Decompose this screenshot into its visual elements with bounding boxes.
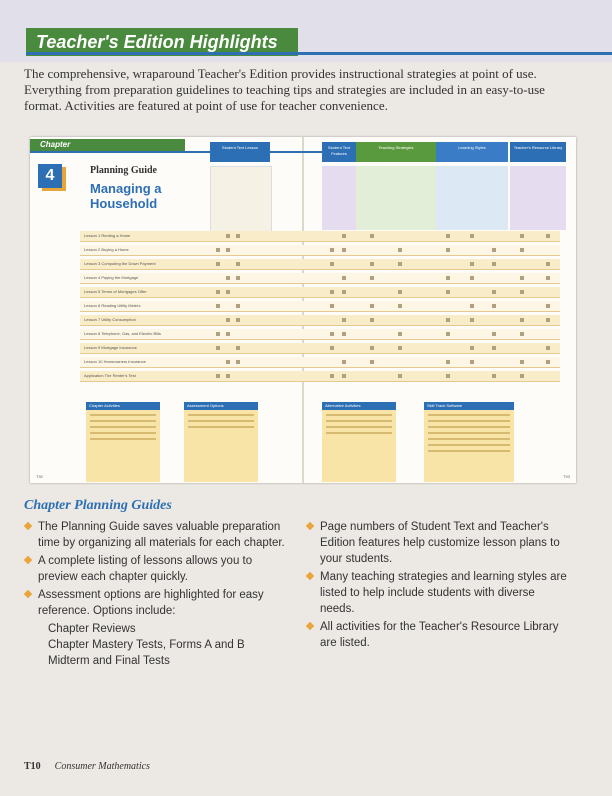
lesson-label: Lesson 8 Telephone, Gas, and Electric Bills: [84, 331, 161, 336]
table-cell-mark: [330, 248, 334, 252]
lesson-label: Lesson 2 Buying a Home: [84, 247, 129, 252]
activity-box-title: Assessment Options: [184, 402, 258, 410]
table-cell-mark: [370, 276, 374, 280]
table-row: [80, 273, 560, 284]
footer-page-number: T10: [24, 761, 41, 772]
lesson-label: Lesson 4 Paying the Mortgage: [84, 275, 139, 280]
right-page-number: T93: [563, 474, 570, 479]
colhead-learning-styles: Learning Styles: [436, 142, 508, 162]
activity-box-assessment-options: [184, 402, 258, 482]
planning-guide-spread-image: [30, 137, 576, 483]
table-row: [80, 371, 560, 382]
left-bullet-column: [24, 519, 289, 669]
table-cell-mark: [342, 332, 346, 336]
table-cell-mark: [520, 332, 524, 336]
chapter-tab: Chapter: [30, 139, 185, 151]
diamond-bullet-icon: [306, 522, 314, 530]
table-cell-mark: [492, 262, 496, 266]
table-cell-mark: [226, 234, 230, 238]
table-cell-mark: [226, 374, 230, 378]
sub-item: Chapter Mastery Tests, Forms A and B: [48, 639, 245, 651]
section-title: Chapter Planning Guides: [24, 498, 172, 513]
lesson-label: Lesson 7 Utility Consumption: [84, 317, 136, 322]
bullet-item: Assessment options are highlighted for easy reference. Options include:: [24, 587, 289, 619]
vertical-headers-library: [510, 166, 566, 230]
table-cell-mark: [546, 262, 550, 266]
activity-box-title: Alternative Activities: [322, 402, 396, 410]
lesson-label: Lesson 3 Computing the Down Payment: [84, 261, 156, 266]
table-cell-mark: [342, 318, 346, 322]
vertical-headers-features: [322, 166, 356, 230]
table-cell-mark: [216, 248, 220, 252]
table-row: [80, 301, 560, 312]
table-cell-mark: [492, 346, 496, 350]
table-cell-mark: [398, 248, 402, 252]
footer: [24, 761, 150, 772]
table-cell-mark: [236, 276, 240, 280]
page-header-title: Teacher's Edition Highlights: [26, 28, 298, 56]
table-cell-mark: [492, 332, 496, 336]
activity-box-title: Chapter Activities: [86, 402, 160, 410]
table-cell-mark: [216, 332, 220, 336]
table-cell-mark: [398, 304, 402, 308]
table-row: [80, 245, 560, 256]
table-cell-mark: [370, 318, 374, 322]
table-cell-mark: [520, 276, 524, 280]
table-cell-mark: [446, 318, 450, 322]
lesson-label: Lesson 6 Reading Utility Meters: [84, 303, 141, 308]
lesson-label: Lesson 10 Homeowners Insurance: [84, 359, 146, 364]
table-cell-mark: [446, 374, 450, 378]
sub-item: Midterm and Final Tests: [48, 655, 170, 667]
diamond-bullet-icon: [306, 572, 314, 580]
activity-box-skill-track-software: [424, 402, 514, 482]
table-cell-mark: [520, 360, 524, 364]
bullet-item: The Planning Guide saves valuable preparation time by organizing all materials for each chapter.: [24, 519, 289, 551]
table-cell-mark: [470, 276, 474, 280]
activity-box-title: Skill Track Software: [424, 402, 514, 410]
table-cell-mark: [236, 304, 240, 308]
table-cell-mark: [492, 290, 496, 294]
table-cell-mark: [370, 346, 374, 350]
left-page-number: T92: [36, 474, 43, 479]
table-cell-mark: [342, 276, 346, 280]
bullet-item: Many teaching strategies and learning styles are listed to help include students with diverse needs.: [306, 569, 571, 617]
table-cell-mark: [370, 262, 374, 266]
table-cell-mark: [226, 290, 230, 294]
table-cell-mark: [236, 318, 240, 322]
table-cell-mark: [236, 234, 240, 238]
table-cell-mark: [520, 318, 524, 322]
table-cell-mark: [398, 346, 402, 350]
table-cell-mark: [470, 318, 474, 322]
table-cell-mark: [520, 248, 524, 252]
table-cell-mark: [216, 262, 220, 266]
table-cell-mark: [446, 276, 450, 280]
table-cell-mark: [446, 290, 450, 294]
table-cell-mark: [546, 234, 550, 238]
planning-guide-label: Planning Guide: [90, 165, 157, 176]
table-row: [80, 231, 560, 242]
chapter-rule: [30, 151, 330, 153]
table-cell-mark: [216, 304, 220, 308]
table-cell-mark: [398, 374, 402, 378]
lesson-label: Lesson 9 Mortgage Insurance: [84, 345, 137, 350]
activity-box-chapter-activities: [86, 402, 160, 482]
diamond-bullet-icon: [306, 622, 314, 630]
chapter-title: Managing a Household: [90, 181, 162, 211]
table-cell-mark: [546, 318, 550, 322]
lesson-label: Lesson 5 Terms of Mortgages Offer: [84, 289, 147, 294]
table-cell-mark: [546, 276, 550, 280]
table-cell-mark: [546, 360, 550, 364]
table-row: [80, 357, 560, 368]
table-cell-mark: [398, 332, 402, 336]
table-cell-mark: [330, 332, 334, 336]
table-cell-mark: [226, 360, 230, 364]
colhead-resource-library: Teacher's Resource Library: [510, 142, 566, 162]
footer-book-title: Consumer Mathematics: [54, 761, 150, 772]
table-row: [80, 259, 560, 270]
header-rule: [26, 52, 612, 55]
table-cell-mark: [226, 332, 230, 336]
bullet-item: A complete listing of lessons allows you to preview each chapter quickly.: [24, 553, 289, 585]
table-cell-mark: [226, 276, 230, 280]
vertical-headers-lesson: [210, 166, 272, 232]
diamond-bullet-icon: [24, 522, 32, 530]
bullet-item: Page numbers of Student Text and Teacher's Edition features help customize lesson plans to your students.: [306, 519, 571, 567]
table-row: [80, 315, 560, 326]
table-cell-mark: [370, 360, 374, 364]
table-cell-mark: [470, 346, 474, 350]
table-cell-mark: [470, 234, 474, 238]
table-cell-mark: [546, 346, 550, 350]
colhead-teaching-strategies: Teaching Strategies: [356, 142, 436, 162]
sub-item: Chapter Reviews: [48, 623, 136, 635]
table-cell-mark: [330, 290, 334, 294]
lesson-label: Lesson 1 Renting a Home: [84, 233, 131, 238]
table-cell-mark: [342, 248, 346, 252]
bullet-item: All activities for the Teacher's Resource Library are listed.: [306, 619, 571, 651]
table-cell-mark: [342, 290, 346, 294]
table-cell-mark: [236, 360, 240, 364]
table-cell-mark: [226, 318, 230, 322]
lesson-label: Application The Renter's Test: [84, 373, 136, 378]
table-cell-mark: [330, 346, 334, 350]
table-row: [80, 343, 560, 354]
table-cell-mark: [330, 304, 334, 308]
table-cell-mark: [492, 304, 496, 308]
table-cell-mark: [470, 360, 474, 364]
table-row: [80, 329, 560, 340]
table-cell-mark: [216, 374, 220, 378]
diamond-bullet-icon: [24, 590, 32, 598]
table-cell-mark: [398, 290, 402, 294]
colhead-student-text-features: Student Text Features: [322, 142, 356, 162]
table-cell-mark: [226, 248, 230, 252]
diamond-bullet-icon: [24, 556, 32, 564]
intro-paragraph: The comprehensive, wraparound Teacher's Edition provides instructional strategies at point of use. Everything from preparation guidelines to teaching tips and strategies are included in an easy-to-use format. Activities are featured at point of use for teacher convenience.: [24, 66, 545, 113]
table-cell-mark: [470, 304, 474, 308]
chapter-number-badge: 4: [38, 164, 62, 188]
table-cell-mark: [236, 262, 240, 266]
table-cell-mark: [492, 248, 496, 252]
table-cell-mark: [342, 360, 346, 364]
table-cell-mark: [370, 234, 374, 238]
table-cell-mark: [330, 374, 334, 378]
colhead-student-text-lesson: Student Text Lesson: [210, 142, 270, 162]
table-cell-mark: [546, 304, 550, 308]
vertical-headers-teaching: [356, 166, 436, 230]
activity-box-alternative-activities: [322, 402, 396, 482]
table-cell-mark: [342, 374, 346, 378]
table-cell-mark: [446, 234, 450, 238]
table-cell-mark: [446, 248, 450, 252]
right-bullet-column: [306, 519, 571, 653]
table-cell-mark: [520, 234, 524, 238]
table-cell-mark: [236, 346, 240, 350]
table-cell-mark: [520, 374, 524, 378]
table-cell-mark: [398, 262, 402, 266]
table-cell-mark: [216, 346, 220, 350]
table-cell-mark: [216, 290, 220, 294]
table-cell-mark: [470, 262, 474, 266]
table-row: [80, 287, 560, 298]
table-cell-mark: [446, 332, 450, 336]
table-cell-mark: [492, 374, 496, 378]
table-cell-mark: [342, 234, 346, 238]
table-cell-mark: [446, 360, 450, 364]
table-cell-mark: [370, 304, 374, 308]
table-cell-mark: [330, 262, 334, 266]
vertical-headers-learning: [436, 166, 508, 230]
table-cell-mark: [520, 290, 524, 294]
